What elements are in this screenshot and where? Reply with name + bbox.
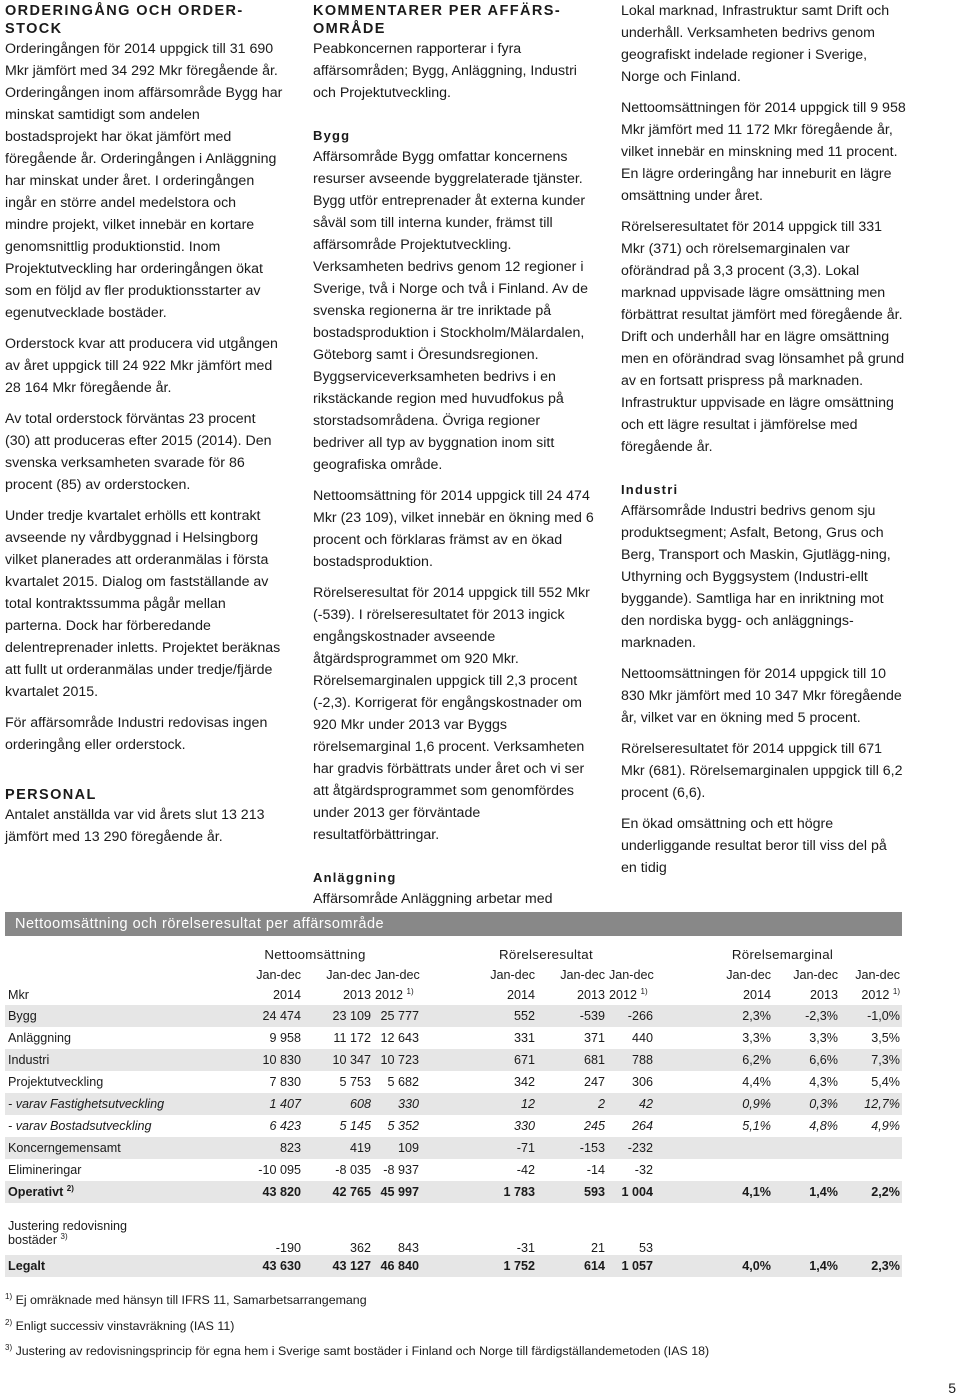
column-left [5,0,283,857]
paragraph: Nettoomsättningen för 2014 uppgick till 10 830 Mkr jämfört med 10 347 Mkr föregående år, vilket var en ökning med 5 procent. [621,666,902,726]
table-cell: 0,9% [663,1093,773,1115]
table-cell: 342 [513,1075,535,1089]
paragraph: Affärsområde Industri bedrivs genom sju produktsegment; Asfalt, Betong, Grus och Berg, Transport och Maskin, Gjutlägg-ning, Uthyrning och Byggsystem (Industri-ellt byggande). Samtliga har en inriktning mot den nordiska bygg- och anläggnings-marknaden. [621,503,891,651]
table-cell: 2,2% [840,1181,902,1203]
col-header-year: 2014 [272,988,301,1002]
table-cell: 306 [631,1075,653,1089]
col-header-period: Jan-dec [326,968,371,982]
col-header-period: Jan-dec [256,968,301,982]
table-cell: 7,3% [840,1049,902,1071]
table-cell: 5,4% [871,1075,900,1089]
table-cell: 9 958 [269,1031,301,1045]
row-label: Industri [5,1049,201,1071]
paragraph: Rörelseresultat för 2014 uppgick till 552 Mkr (-539). I rörelseresultatet för 2013 ingick engångskostnader avseende åtgärdsprogrammet om 920 Mkr. Rörelsemarginalen uppgick till 2,3 procent (-2,3). Korrigerat för engångskostnader om 920 Mkr under 2013 var Byggs rörelsemarginal 1,6 procent. Verksamheten har gradvis förbättrats under året och vi ser att åtgärdsprogrammet som genomfördes under 2013 ger förväntade resultatförbättringar. [313,585,590,843]
row-label: Bygg [5,1005,201,1027]
table-cell: 2,3% [840,1255,902,1277]
table-cell: 608 [303,1093,373,1115]
table-cell: 681 [537,1049,607,1071]
table-cell: 5 753 [339,1075,371,1089]
table-row [5,1159,902,1181]
col-header-year: 2012 $^{1)}$ [609,986,648,1002]
table-cell: 1 752 [429,1255,537,1277]
table-cell [840,1211,902,1255]
table-cell [840,1159,902,1181]
col-header-period: Jan-dec [726,968,771,982]
subheading-bygg: Bygg [313,128,351,143]
table-cell: 1 057 [607,1255,663,1277]
table-cell: 43 820 [201,1181,303,1203]
table-cell: 671 [429,1049,537,1071]
column-middle [313,0,595,919]
table-cell [773,1211,840,1255]
row-label: Justering redovisning bostäder $^{3)}$ [8,1219,128,1247]
table-cell: 1 004 [607,1181,663,1203]
table-cell: 330 [513,1119,535,1133]
footnote-3: $^{3)}$ Justering av redovisningsprincip för egna hem i Sverige samt bostäder i Finland och Norge till färdigställandemetoden (IAS 18) [5,1342,710,1358]
table-cell [663,1211,773,1255]
table-cell: 6 423 [269,1119,301,1133]
col-header-period: Jan-dec [793,968,838,982]
table-cell: 42 765 [303,1181,373,1203]
table-cell: -266 [607,1005,663,1027]
table-cell: -232 [607,1137,663,1159]
paragraph: Orderingången för 2014 uppgick till 31 690 Mkr jämfört med 34 292 Mkr föregående år. Orderingången inom affärsområde Bygg har minskat samtidigt som andelen bostadsprojekt har ökat jämfört med föregående år. Orderingången i Anläggning har minskat under året. I orderingången ingår en större andel medelstora och mindre projekt, vilket innebär en kortare genomsnittlig produktionstid. Inom Projektutveckling har orderingången ökat som en följd av fler produktionsstarter av egenutvecklade bostäder. [5,41,283,321]
paragraph: Nettoomsättningen för 2014 uppgick till 9 958 Mkr jämfört med 11 172 Mkr föregående år, vilket innebär en minskning med 11 procent. En lägre orderingång har inneburit en lägre omsättning under året. [621,100,906,204]
col-header-year: 2013 [342,988,371,1002]
heading-orderingang: ORDERINGÅNG OCH ORDER-STOCK [5,3,244,37]
table-cell: 440 [631,1031,653,1045]
col-header-year: 2012 $^{1)}$ [861,986,900,1002]
row-label: Anläggning [8,1031,72,1045]
table-cell: 6,6% [773,1049,840,1071]
table-row [5,1093,902,1115]
period-header-row [5,965,902,985]
col-header-period: Jan-dec [490,968,535,982]
table-cell: -31 [516,1241,535,1255]
table-cell: 1 407 [201,1093,303,1115]
heading-personal: PERSONAL [5,787,97,803]
col-header-year: 2014 [506,988,535,1002]
row-label: - varav Fastighetsutveckling [5,1093,201,1115]
table-cell: -539 [537,1005,607,1027]
table-cell: 330 [373,1093,429,1115]
table-cell: 4,8% [809,1119,838,1133]
group-rorelseresultat: Rörelseresultat [499,946,593,962]
table-cell: -8 937 [383,1163,419,1177]
col-header-year: 2013 [809,988,838,1002]
table-cell: 12,7% [840,1093,902,1115]
table-cell: 843 [397,1241,419,1255]
table-row [5,1005,902,1027]
table-cell: 552 [429,1005,537,1027]
paragraph: Nettoomsättning för 2014 uppgick till 24 474 Mkr (23 109), vilket innebär en ökning med 6 procent och förklaras främst av en ökad bostadsproduktion. [313,488,594,570]
table-cell: -10 095 [258,1163,301,1177]
table-cell: 1,4% [773,1181,840,1203]
table-cell [773,1159,840,1181]
table-cell: 2 [537,1093,607,1115]
paragraph: Rörelseresultatet för 2014 uppgick till 671 Mkr (681). Rörelsemarginalen uppgick till 6,2 procent (6,6). [621,741,903,801]
table-cell: -71 [429,1137,537,1159]
table-row [5,1115,902,1137]
table-cell: 12 [429,1093,537,1115]
table-cell: 23 109 [303,1005,373,1027]
unit-label: Mkr [8,988,29,1002]
table-cell: 10 347 [303,1049,373,1071]
subheading-industri: Industri [621,482,679,497]
table-cell: 10 830 [201,1049,303,1071]
group-nettoomsattning: Nettoomsättning [264,946,366,962]
heading-kommentarer: KOMMENTARER PER AFFÄRS-OMRÅDE [313,3,562,37]
table-cell: 247 [583,1075,605,1089]
paragraph: För affärsområde Industri redovisas ingen orderingång eller orderstock. [5,715,268,753]
data-table [5,943,902,1277]
paragraph: Affärsområde Anläggning arbetar med [313,891,553,907]
group-rorelsemarginal: Rörelsemarginal [731,946,834,962]
table-cell: 3,3% [809,1031,838,1045]
table-cell [773,1137,840,1159]
row-label: Elimineringar [8,1163,82,1177]
paragraph: Antalet anställda var vid årets slut 13 213 jämfört med 13 290 föregående år. [5,807,265,845]
table-cell: 3,3% [742,1031,771,1045]
table-cell: 11 172 [333,1031,371,1045]
table-cell: 5 145 [339,1119,371,1133]
table-cell: 4,9% [871,1119,900,1133]
row-label: Operativt $^{2)}$ [5,1181,201,1203]
table-cell: 24 474 [201,1005,303,1027]
table-row [5,1181,902,1203]
table-cell: 4,1% [663,1181,773,1203]
table-row [5,1211,902,1255]
col-header-period: Jan-dec [375,968,420,982]
column-right [621,0,906,888]
segment-table [5,912,902,1277]
table-cell: 4,3% [809,1075,838,1089]
table-cell: 12 643 [380,1031,419,1045]
table-cell: 1 783 [429,1181,537,1203]
paragraph: En ökad omsättning och ett högre underliggande resultat beror till viss del på en tidig [621,816,887,876]
table-cell: 3,5% [871,1031,900,1045]
footnote-2: $^{2)}$ Enligt successiv vinstavräkning (IAS 11) [5,1317,235,1333]
table-title: Nettoomsättning och rörelseresultat per affärsområde [5,912,902,936]
table-cell: 45 997 [373,1181,429,1203]
table-cell: -153 [537,1137,607,1159]
table-cell: 2,3% [663,1005,773,1027]
table-cell: 5,1% [742,1119,771,1133]
table-cell: 371 [583,1031,605,1045]
table-cell: 823 [201,1137,303,1159]
col-header-period: Jan-dec [560,968,605,982]
paragraph: Orderstock kvar att producera vid utgången av året uppgick till 24 922 Mkr jämfört med 28 164 Mkr föregående år. [5,336,278,396]
table-cell: 25 777 [373,1005,429,1027]
table-cell: 788 [607,1049,663,1071]
row-label: Projektutveckling [8,1075,104,1089]
table-cell: 10 723 [373,1049,429,1071]
table-cell: 4,4% [742,1075,771,1089]
paragraph: Peabkoncernen rapporterar i fyra affärsområden; Bygg, Anläggning, Industri och Projektutveckling. [313,41,577,101]
table-row [5,1137,902,1159]
table-cell: 46 840 [373,1255,429,1277]
table-cell: 7 830 [269,1075,301,1089]
year-header-row [5,985,902,1005]
table-cell: 362 [349,1241,371,1255]
row-label: Koncerngemensamt [5,1137,201,1159]
table-cell: -8 035 [335,1163,371,1177]
table-row [5,1071,902,1093]
col-header-period: Jan-dec [609,968,654,982]
table-row [5,1049,902,1071]
table-cell: -190 [275,1241,301,1255]
paragraph: Rörelseresultatet för 2014 uppgick till 331 Mkr (371) och rörelsemarginalen var oförändrad på 3,3 procent (3,3). Lokal marknad uppvisade lägre omsättning men förbättrat resultat jämfört med föregående år. Drift och underhåll har en lägre omsättning men en oförändrad svag lönsamhet på grund av en fortsatt prispress på marknaden. Infrastruktur uppvisade en lägre omsättning och ett lägre resultat i jämförelse med föregående år. [621,219,905,455]
col-header-period: Jan-dec [855,968,900,982]
table-row [5,1255,902,1277]
table-cell: 331 [513,1031,535,1045]
col-header-year: 2012 $^{1)}$ [375,986,414,1002]
table-cell: -14 [586,1163,605,1177]
table-cell: 245 [583,1119,605,1133]
table-cell [840,1137,902,1159]
table-cell: 4,0% [663,1255,773,1277]
table-cell [663,1159,773,1181]
row-label: Legalt [5,1255,201,1277]
table-cell: 593 [537,1181,607,1203]
paragraph: Lokal marknad, Infrastruktur samt Drift och underhåll. Verksamheten bedrivs genom geografiskt indelade regioner i Sverige, Norge och Finland. [621,3,890,85]
table-cell: 614 [537,1255,607,1277]
footnote-1: $^{1)}$ Ej omräknade med hänsyn till IFRS 11, Samarbetsarrangemang [5,1291,367,1307]
col-header-year: 2014 [742,988,771,1002]
group-header-row [5,943,902,965]
paragraph: Affärsområde Bygg omfattar koncernens resurser avseende byggrelaterade tjänster. Bygg utför entreprenader åt externa kunder såväl som till interna kunder, främst till affärsområde Projektutveckling. Verksamheten bedrivs genom 12 regioner i Sverige, två i Norge och två i Finland. Av de svenska regionerna är tre inriktade på bostadsproduktion i Stockholm/Mälardalen, Göteborg samt i Öresundsregionen. Byggserviceverksamheten bedrivs i en rikstäckande region med huvudfokus på storstadsområdena. Övriga regioner bedriver all typ av byggnation inom sitt geografiska område. [313,149,588,473]
table-cell: 264 [631,1119,653,1133]
table-cell: 0,3% [773,1093,840,1115]
table-cell: 6,2% [663,1049,773,1071]
row-label: - varav Bostadsutveckling [8,1119,152,1133]
table-cell: 1,4% [773,1255,840,1277]
table-cell: 43 630 [201,1255,303,1277]
table-cell: 5 682 [387,1075,419,1089]
table-cell: -1,0% [840,1005,902,1027]
subheading-anlaggning: Anläggning [313,870,397,885]
paragraph: Av total orderstock förväntas 23 procent (30) att produceras efter 2015 (2014). Den svenska verksamheten svarade för 86 procent (85) av orderstocken. [5,411,272,493]
table-cell: 109 [373,1137,429,1159]
table-cell: -32 [634,1163,653,1177]
table-cell: -2,3% [773,1005,840,1027]
table-cell: 53 [638,1241,653,1255]
page-number: 5 [948,1380,956,1396]
table-cell: 21 [590,1241,605,1255]
table-cell: -42 [516,1163,535,1177]
table-cell: 43 127 [303,1255,373,1277]
table-cell: 42 [607,1093,663,1115]
table-cell: 419 [303,1137,373,1159]
table-cell: 5 352 [387,1119,419,1133]
table-cell [663,1137,773,1159]
paragraph: Under tredje kvartalet erhölls ett kontrakt avseende ny vårdbyggnad i Helsingborg vilket planerades att orderanmälas i första kvartalet 2015. Dialog om fastställande av total kontraktssumma pågår mellan parterna. Dock har förberedande delentreprenader inletts. Projektet beräknas att fullt ut orderanmälas under tredje/fjärde kvartalet 2015. [5,508,281,700]
col-header-year: 2013 [576,988,605,1002]
table-row [5,1027,902,1049]
